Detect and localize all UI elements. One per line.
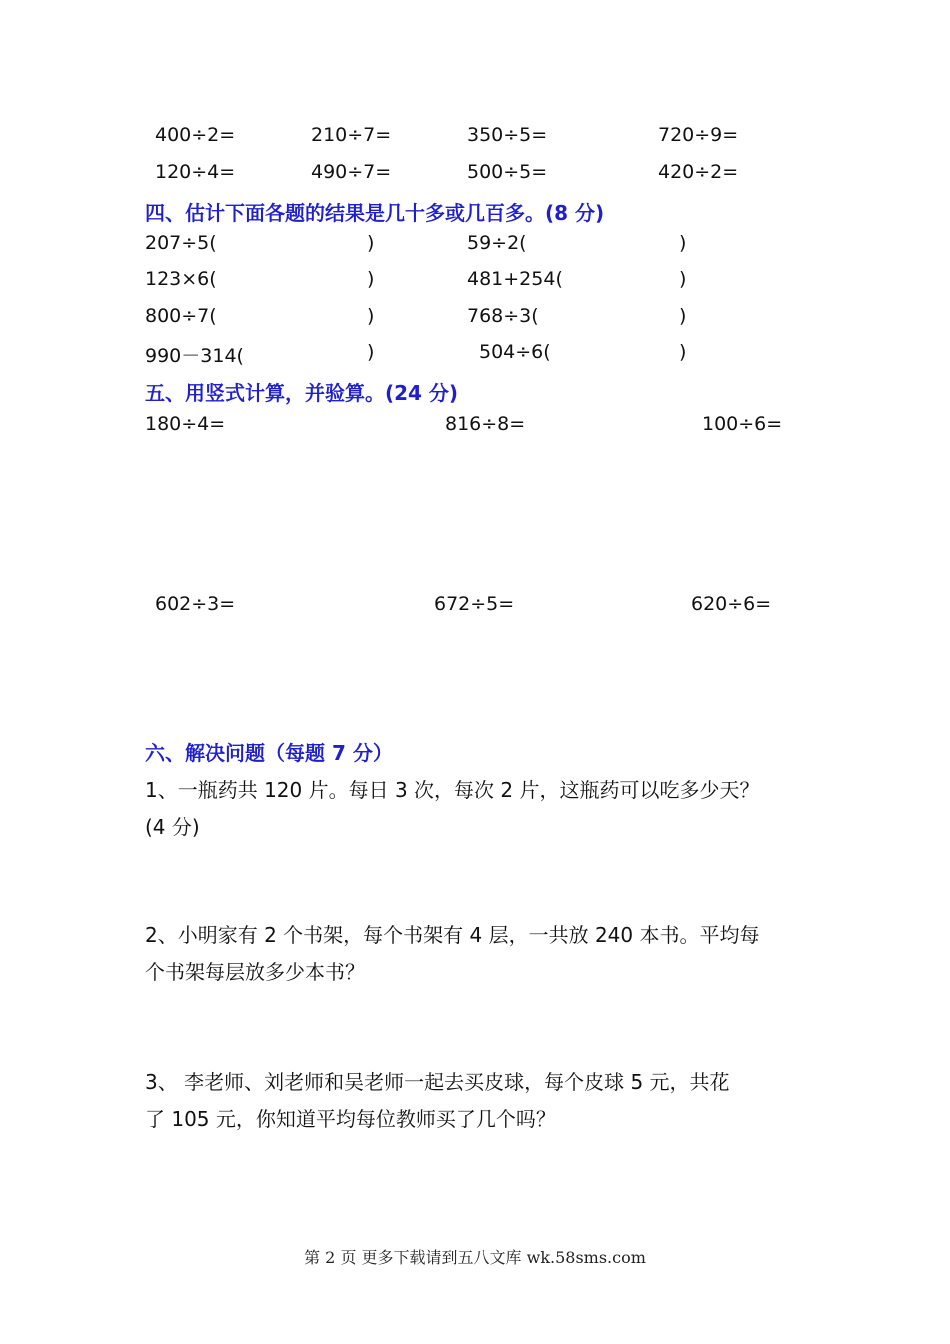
estimate-close-paren: ) [367, 341, 375, 363]
vertical-calc-expr: 100÷6= [702, 413, 783, 435]
estimate-close-paren: ) [679, 268, 687, 290]
estimate-close-paren: ) [367, 232, 375, 254]
section6-heading: 六、解决问题（每题 7 分） [145, 741, 393, 765]
problem-text: 个书架每层放多少本书？ [145, 960, 365, 984]
estimate-expr: 504÷6( [479, 341, 551, 363]
estimate-close-paren: ) [367, 305, 375, 327]
expr: 120÷4= [155, 161, 236, 183]
problem-text: 了 105 元，你知道平均每位教师买了几个吗？ [145, 1107, 556, 1131]
problem-text: 1、一瓶药共 120 片。每日 3 次，每次 2 片，这瓶药可以吃多少天？ [145, 778, 760, 802]
estimate-expr: 59÷2( [467, 232, 527, 254]
estimate-close-paren: ) [679, 341, 687, 363]
estimate-expr: 768÷3( [467, 305, 539, 327]
estimate-expr: 207÷5( [145, 232, 217, 254]
estimate-close-paren: ) [367, 268, 375, 290]
estimate-expr: 800÷7( [145, 305, 217, 327]
section4-heading: 四、估计下面各题的结果是几十多或几百多。(8 分) [145, 201, 605, 225]
estimate-expr: 990－314( [145, 345, 244, 367]
expr: 210÷7= [311, 124, 392, 146]
estimate-expr: 123×6( [145, 268, 217, 290]
problem-text: 3、 李老师、刘老师和吴老师一起去买皮球，每个皮球 5 元，共花 [145, 1070, 730, 1094]
expr: 400÷2= [155, 124, 236, 146]
problem-text: 2、小明家有 2 个书架，每个书架有 4 层，一共放 240 本书。平均每 [145, 923, 760, 947]
expr: 720÷9= [658, 124, 739, 146]
vertical-calc-expr: 180÷4= [145, 413, 226, 435]
vertical-calc-expr: 602÷3= [155, 593, 236, 615]
vertical-calc-expr: 816÷8= [445, 413, 526, 435]
problem-text: (4 分) [145, 815, 200, 839]
vertical-calc-expr: 672÷5= [434, 593, 515, 615]
section5-heading: 五、用竖式计算，并验算。(24 分) [145, 381, 459, 405]
page-footer: 第 2 页 更多下载请到五八文库 wk.58sms.com [304, 1248, 646, 1267]
estimate-close-paren: ) [679, 305, 687, 327]
estimate-expr: 481+254( [467, 268, 563, 290]
expr: 500÷5= [467, 161, 548, 183]
estimate-close-paren: ) [679, 232, 687, 254]
expr: 490÷7= [311, 161, 392, 183]
vertical-calc-expr: 620÷6= [691, 593, 772, 615]
expr: 420÷2= [658, 161, 739, 183]
expr: 350÷5= [467, 124, 548, 146]
